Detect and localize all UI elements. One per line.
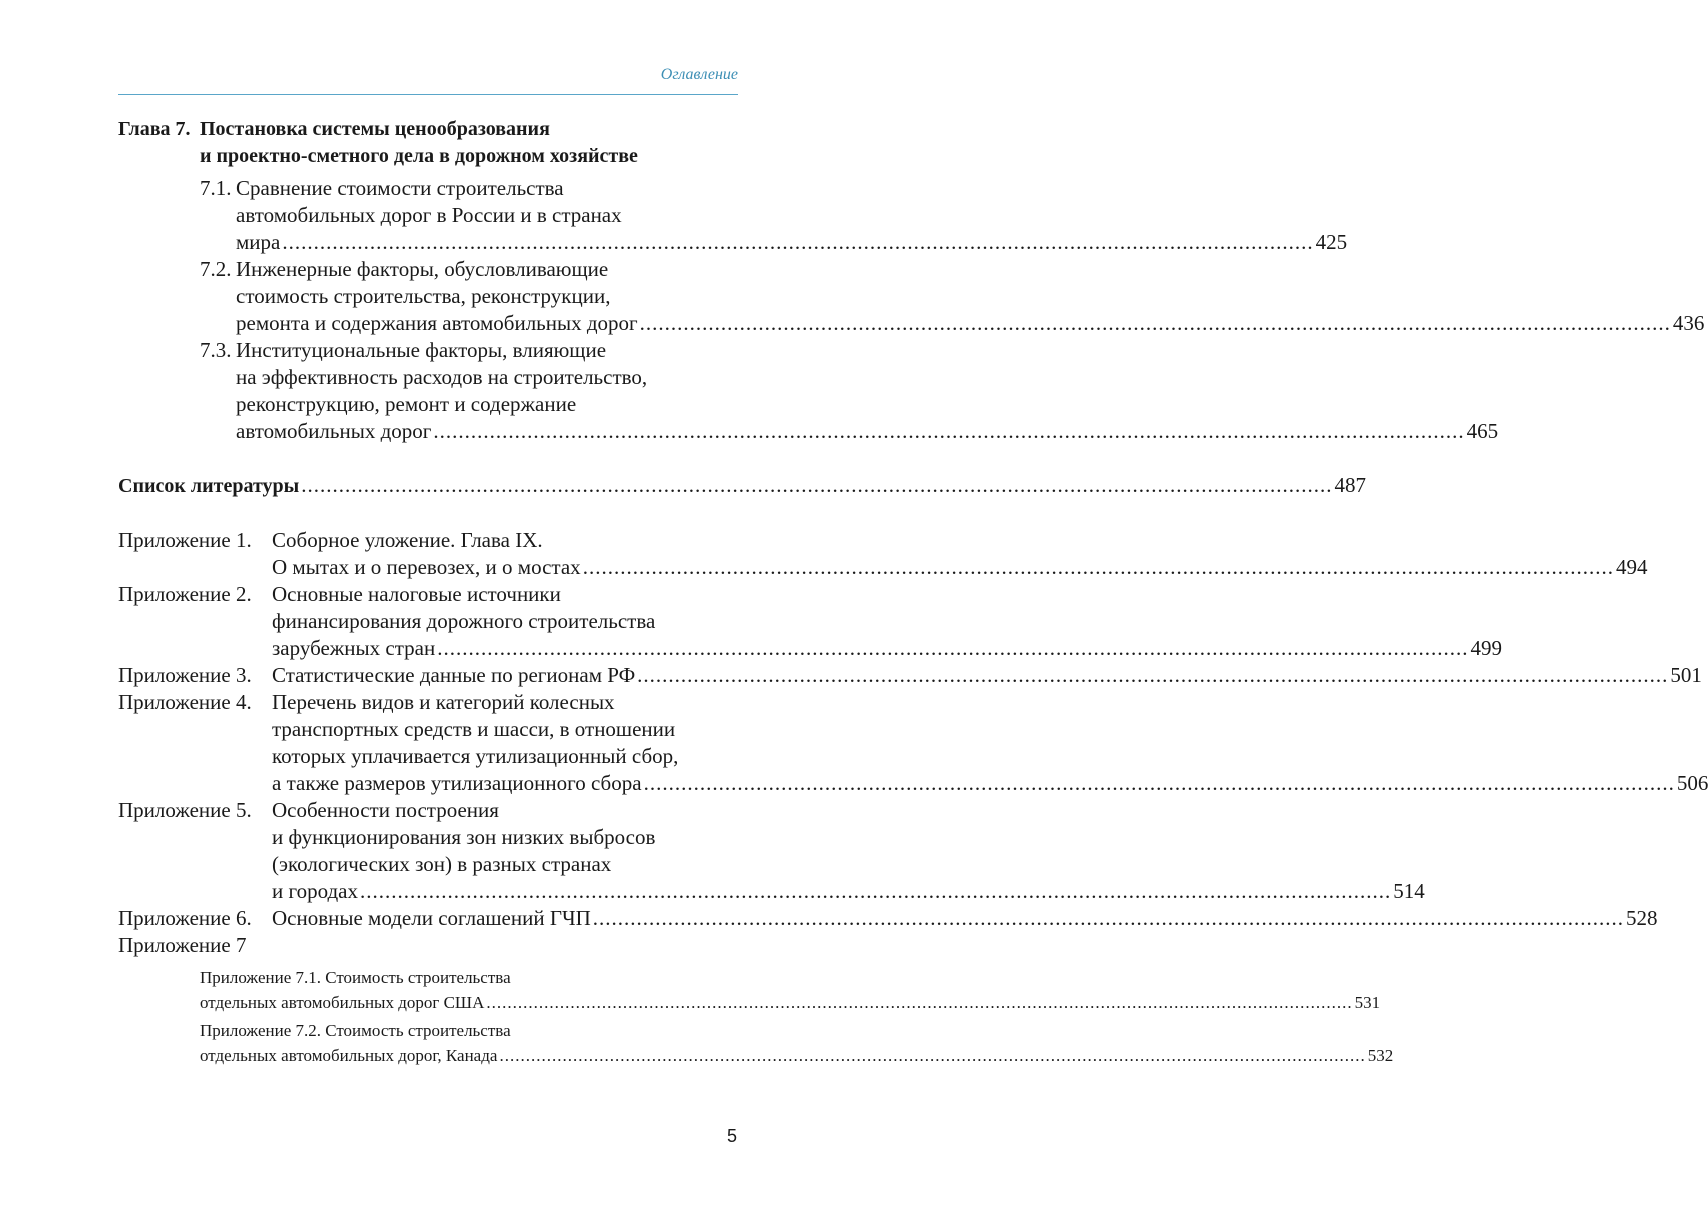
- entry-line: ремонта и содержания автомобильных дорог: [236, 311, 638, 335]
- running-title: Оглавление: [660, 66, 738, 83]
- leader-dots: [640, 310, 1671, 337]
- page-number: 5: [726, 1126, 737, 1146]
- chapter-title-line: и проектно-сметного дела в дорожном хозяйстве: [200, 145, 638, 167]
- page-ref: 501: [1670, 663, 1702, 687]
- page-ref: 494: [1615, 555, 1648, 579]
- entry-line: Сравнение стоимости строительства: [236, 176, 564, 200]
- entry-line: отдельных автомобильных дорог США: [200, 993, 485, 1012]
- leader-dots: [437, 635, 1468, 662]
- running-header: [118, 62, 738, 95]
- toc-subappendix-entry[interactable]: [200, 1018, 1394, 1068]
- entry-line: Институциональные факторы, влияющие: [236, 338, 607, 362]
- leader-dots: [593, 905, 1624, 932]
- toc-appendix-entry[interactable]: [118, 797, 1425, 905]
- page-ref: 436: [1672, 311, 1705, 335]
- entry-line: Перечень видов и категорий колесных: [272, 690, 615, 714]
- bibliography-entry[interactable]: [118, 472, 1366, 500]
- appendix-label: Приложение 3.: [118, 663, 252, 687]
- entry-line: которых уплачивается утилизационный сбор,: [272, 744, 679, 768]
- page-ref: 499: [1470, 636, 1502, 660]
- appendix-label: Приложение 1.: [118, 528, 252, 552]
- entry-line: Соборное уложение. Глава IX.: [272, 528, 543, 552]
- leader-dots: [644, 770, 1675, 797]
- entry-line: автомобильных дорог: [236, 419, 432, 443]
- entry-line: и городах: [272, 879, 358, 903]
- entry-line: Инженерные факторы, обусловливающие: [236, 257, 609, 281]
- section-number: 7.3.: [200, 338, 232, 362]
- entry-line: на эффективность расходов на строительство,: [236, 365, 648, 389]
- toc-appendix-entry[interactable]: [118, 527, 1648, 581]
- leader-dots: [433, 418, 1464, 445]
- chapter-heading[interactable]: [118, 116, 738, 170]
- appendix-list: [118, 527, 1708, 1068]
- entry-line: стоимость строительства, реконструкции,: [236, 284, 611, 308]
- appendix-label: Приложение 4.: [118, 690, 252, 714]
- entry-line: зарубежных стран: [272, 636, 436, 660]
- leader-dots: [499, 1043, 1365, 1068]
- entry-line: автомобильных дорог в России и в странах: [236, 203, 622, 227]
- section-number: 7.1.: [200, 176, 232, 200]
- page-ref: 514: [1393, 879, 1425, 903]
- entry-line: Статистические данные по регионам РФ: [272, 663, 636, 687]
- entry-line: Основные модели соглашений ГЧП: [272, 906, 591, 930]
- entry-line: транспортных средств и шасси, в отношении: [272, 717, 676, 741]
- toc-section-entry[interactable]: [200, 175, 1348, 256]
- leader-dots: [637, 662, 1668, 689]
- appendix-7-label[interactable]: Приложение 7: [118, 933, 247, 957]
- leader-dots: [486, 990, 1352, 1015]
- toc-appendix-entry[interactable]: [118, 689, 1708, 797]
- chapter-title-line: Постановка системы ценообразования: [200, 118, 550, 140]
- toc-appendix-entry[interactable]: [118, 905, 1658, 932]
- entry-line: (экологических зон) в разных странах: [272, 852, 612, 876]
- page-ref: 465: [1466, 419, 1499, 443]
- entry-line: Основные налоговые источники: [272, 582, 561, 606]
- entry-line: Приложение 7.1. Стоимость строительства: [200, 968, 511, 987]
- page-ref: 532: [1367, 1046, 1394, 1065]
- page-ref: 506: [1676, 771, 1708, 795]
- toc-appendix-entry[interactable]: [118, 662, 1702, 689]
- chapter-sections: [200, 175, 1705, 445]
- entry-line: О мытах и о перевозех, и о мостах: [272, 555, 581, 579]
- page-ref: 425: [1315, 230, 1348, 254]
- entry-line: Приложение 7.2. Стоимость строительства: [200, 1021, 511, 1040]
- section-number: 7.2.: [200, 257, 232, 281]
- table-of-contents: [118, 116, 1708, 1071]
- bibliography-label: Список литературы: [118, 475, 300, 497]
- appendix-7-subentries: [200, 965, 1394, 1068]
- page-ref: 528: [1626, 906, 1658, 930]
- entry-line: финансирования дорожного строительства: [272, 609, 656, 633]
- toc-appendix-entry[interactable]: [118, 581, 1502, 662]
- entry-line: реконструкцию, ремонт и содержание: [236, 392, 577, 416]
- leader-dots: [282, 229, 1313, 256]
- appendix-label: Приложение 2.: [118, 582, 252, 606]
- toc-section-entry[interactable]: [200, 337, 1499, 445]
- leader-dots: [301, 472, 1332, 499]
- entry-line: мира: [236, 230, 281, 254]
- appendix-label: Приложение 6.: [118, 906, 252, 930]
- leader-dots: [583, 554, 1614, 581]
- page-ref: 531: [1354, 993, 1381, 1012]
- entry-line: отдельных автомобильных дорог, Канада: [200, 1046, 498, 1065]
- chapter-label: Глава 7.: [118, 118, 191, 140]
- page-ref: 487: [1334, 473, 1366, 497]
- toc-subappendix-entry[interactable]: [200, 965, 1381, 1015]
- entry-line: Особенности построения: [272, 798, 499, 822]
- appendix-label: Приложение 5.: [118, 798, 252, 822]
- leader-dots: [360, 878, 1391, 905]
- toc-section-entry[interactable]: [200, 256, 1705, 337]
- entry-line: а также размеров утилизационного сбора: [272, 771, 642, 795]
- entry-line: и функционирования зон низких выбросов: [272, 825, 656, 849]
